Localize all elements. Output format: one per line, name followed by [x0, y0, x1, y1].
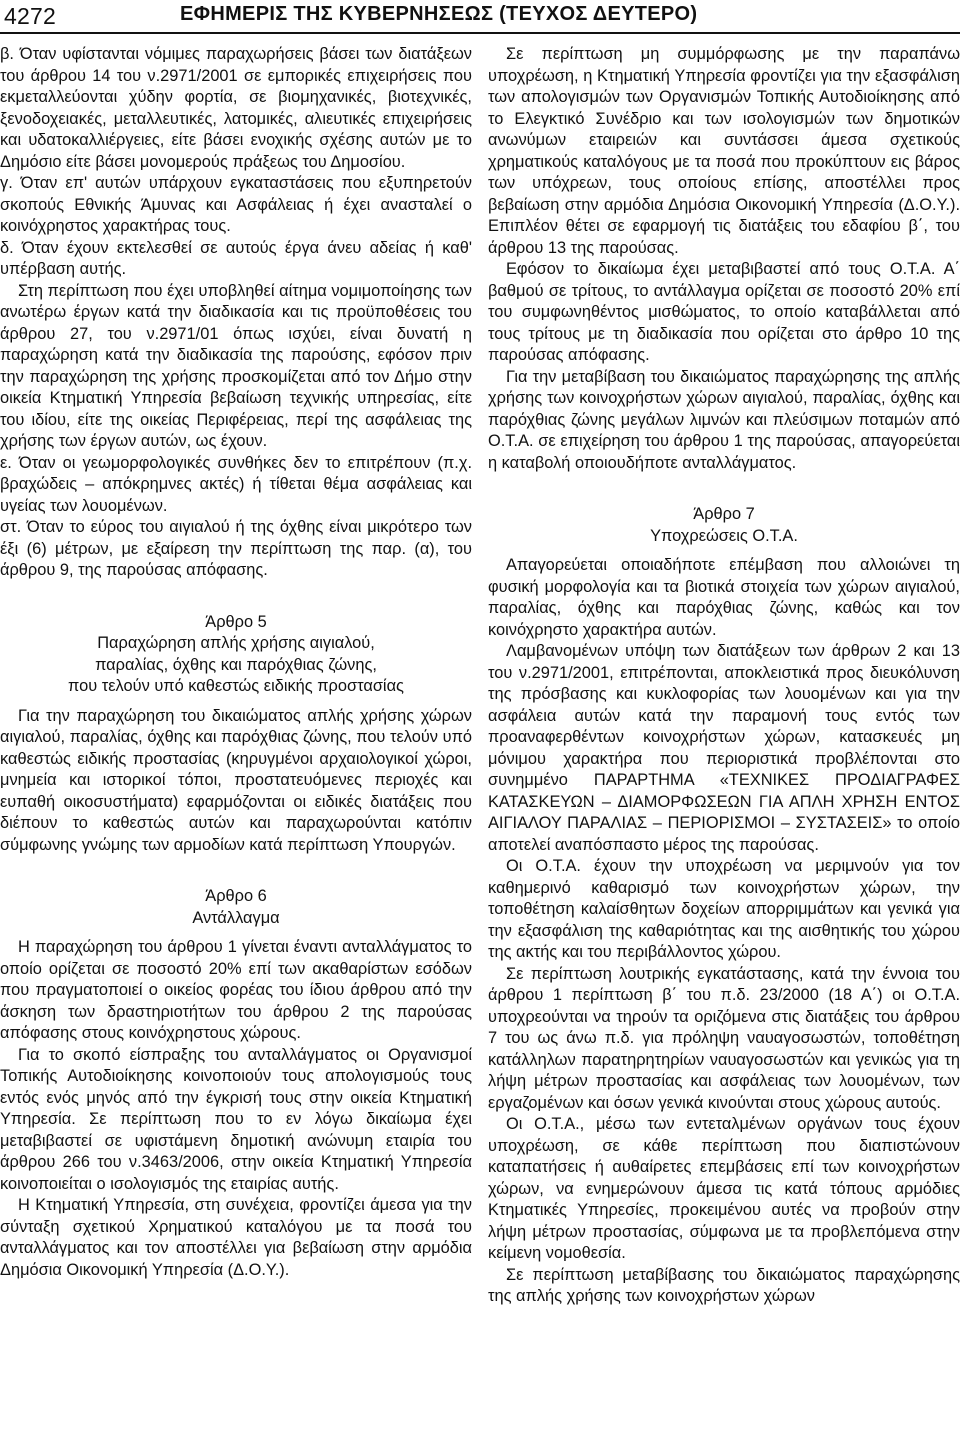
article-5-title-line: που τελούν υπό καθεστώς ειδικής προστασίας — [68, 677, 404, 695]
paragraph-legalization: Στη περίπτωση που έχει υποβληθεί αίτημα νομιμοποίησης των ανωτέρω έργων κατά την διαδικασία και τις προϋποθέσεις του άρθρου 27, του ν.2971/01 όπως ισχύει, είναι δυνατή η παραχώρηση κατά την διαδικασία της παρούσης, εφόσον πριν την παραχώρηση της χρήσης προσκομίζεται από τον Δήμο στην οικεία Κτηματική Υπηρεσία βεβαίωση τεχνικής υπηρεσίας, είτε του ιδίου, είτε της οικείας Περιφέρειας, περί της ασφάλειας της χρήσης των έργων αυτών, ως έχουν. — [0, 281, 472, 450]
article-6-number: Άρθρο 6 — [205, 887, 267, 905]
article-7-paragraph: Σε περίπτωση λουτρικής εγκατάστασης, κατά την έννοια του άρθρου 1 περίπτωση β΄ του π.δ. 23/2000 (18 Α΄) οι Ο.Τ.Α. υποχρεούνται να τηρούν τα οριζόμενα στις διατάξεις του άρθρου 7 του ως άνω π.δ. για πρόληψη ναυαγοσωστών, τοποθέτηση κατάλληλων παρατηρητηρίων ναυαγοσωστών και γενικώς για τη λήψη μέτρων προστασίας και ασφάλειας των λουομένων, των εργαζομένων και όσων γενικά κινούνται στους χώρους αυτούς. — [488, 964, 960, 1112]
article-7-paragraph: Οι Ο.Τ.Α., μέσω των εντεταλμένων οργάνων τους έχουν υποχρέωση, σε κάθε περίπτωση που διαπιστώνουν καταπατήσεις ή αυθαίρετες επεμβάσεις επί των κοινοχρήστων χώρων, να ενημερώνουν άμεσα τις κατά τόπους αρμόδιες Κτηματικές Υπηρεσίες, προκειμένου αυτές να προβούν στην λήψη μέτρων προστασίας, σύμφωνα με τα προβλεπόμενα στην κείμενη νομοθεσία. — [488, 1115, 960, 1262]
gazette-title: ΕΦΗΜΕΡΙΣ ΤΗΣ ΚΥΒΕΡΝΗΣΕΩΣ (ΤΕΥΧΟΣ ΔΕΥΤΕΡΟ) — [180, 3, 698, 25]
article-6-continuation-paragraph: Εφόσον το δικαίωμα έχει μεταβιβαστεί από τους Ο.Τ.Α. Α΄ βαθμού σε τρίτους, το αντάλλαγμα ορίζεται σε ποσοστό 20% επί του συμφωνηθέντος μισθώματος, το οποίο καταβάλλεται από τους τρίτους με τη διαδικασία που ορίζεται στο άρθρο 10 της παρούσας απόφασης. — [488, 260, 960, 364]
article-5-title-line: Παραχώρηση απλής χρήσης αιγιαλού, — [97, 634, 375, 652]
article-6-paragraph: Για το σκοπό είσπραξης του ανταλλάγματος οι Οργανισμοί Τοπικής Αυτοδιοίκησης κοινοποιούν τους απολογισμούς τους εντός ενός μηνός από την έγκρισή τους στην οικεία Κτηματική Υπηρεσία. Σε περίπτωση που το εν λόγω δικαίωμα έχει μεταβιβαστεί σε υφιστάμενη δημοτική ανώνυμη εταιρία του άρθρου 266 του ν.3463/2006, στην οικεία Κτηματική Υπηρεσία κοινοποιείται ο ισολογισμός της εταιρίας αυτής. — [0, 1045, 472, 1193]
article-7-number: Άρθρο 7 — [693, 505, 755, 523]
article-6-paragraph: Η Κτηματική Υπηρεσία, στη συνέχεια, φροντίζει άμεσα για την σύνταξη σχετικού Χρηματικού καταλόγου με τα ποσά του ανταλλάγματος και τον αποστέλλει για βεβαίωση στην αρμόδια Δημόσια Οικονομική Υπηρεσία (Δ.Ο.Υ.). — [0, 1196, 472, 1279]
right-column — [488, 44, 960, 1308]
article-7-paragraph: Σε περίπτωση μεταβίβασης του δικαιώματος παραχώρησης της απλής χρήσης των κοινοχρήστων χώρων — [488, 1265, 960, 1305]
article-6-title-line: Αντάλλαγμα — [192, 908, 280, 927]
article-7-paragraph: Οι Ο.Τ.Α. έχουν την υποχρέωση να μεριμνούν για τον καθημερινό καθαρισμό των κοινοχρήστων χώρων, την τοποθέτηση καλαίσθητων δοχείων απορριμμάτων και γενικά για την εξασφάλιση της καθαριότητας και της αισθητικής του χώρου της ακτής και του περιβάλλοντος χώρου. — [488, 857, 960, 961]
article-5-paragraph: Για την παραχώρηση του δικαιώματος απλής χρήσης χώρων αιγιαλού, παραλίας, όχθης και παρόχθιας ζώνης, που τελούν υπό καθεστώς ειδικής προστασίας (κηρυγμένοι αρχαιολογικοί χώροι, μνημεία και ιστορικοί τόποι, προστατευόμενες περιοχές και ευπαθή οικοσυστήματα) εφαρμόζονται οι ειδικές διατάξεις που διέπουν το καθεστώς αυτών και παραχωρούνται κατόπιν σύμφωνης γνώμης των αρμοδίων κατά περίπτωση Υπουργών. — [0, 706, 472, 854]
article-7-title-line: Υποχρεώσεις Ο.Τ.Α. — [650, 526, 798, 545]
article-5-heading — [0, 612, 472, 698]
article-7-paragraph: Λαμβανομένων υπόψη των διατάξεων των άρθρων 2 και 13 του ν.2971/2001, επιτρέπονται, αποκλειστικά προς διευκόλυνση της πρόσβασης και κυκλοφορίας των λουομένων και για την ασφάλεια αυτών κατά την παραμονή τους εντός των προαναφερθέντων κοινοχρήστων χώρων, κατασκευές μη μόνιμου χαρακτήρα που περιοριστικά προβλέπονται στο συνημμένο ΠΑΡΑΡΤΗΜΑ «ΤΕΧΝΙΚΕΣ ΠΡΟΔΙΑΓΡΑΦΕΣ ΚΑΤΑΣΚΕΥΩΝ – ΔΙΑΜΟΡΦΩΣΕΩΝ ΓΙΑ ΑΠΛΗ ΧΡΗΣΗ ΕΝΤΟΣ ΑΙΓΙΑΛΟΥ ΠΑΡΑΛΙΑΣ – ΠΕΡΙΟΡΙΣΜΟΙ – ΣΥΣΤΑΣΕΙΣ» το οποίο αποτελεί αναπόσπαστο μέρος της παρούσας. — [488, 642, 960, 854]
article-6-heading — [0, 886, 472, 929]
paragraph-d: δ. Όταν έχουν εκτελεσθεί σε αυτούς έργα άνευ αδείας ή καθ' υπέρβαση αυτής. — [0, 238, 472, 278]
paragraph-st: στ. Όταν το εύρος του αιγιαλού ή της όχθης είναι μικρότερο των έξι (6) μέτρων, με εξαίρεση την περίπτωση της παρ. (α), του άρθρου 9, της παρούσας απόφασης. — [0, 518, 472, 579]
paragraph-e: ε. Όταν οι γεωμορφολογικές συνθήκες δεν το επιτρέπουν (π.χ. βραχώδεις – απόκρημνες ακτές) ή τίθεται θέμα ασφάλειας και υγείας των λουομένων. — [0, 453, 472, 515]
page-number: 4272 — [4, 3, 56, 29]
article-6-continuation-paragraph: Για την μεταβίβαση του δικαιώματος παραχώρησης της απλής χρήσης των κοινοχρήστων χώρων αιγιαλού, παραλίας, όχθης και παρόχθιας ζώνης μεγάλων λιμνών και πλεύσιμων ποταμών από Ο.Τ.Α. σε επιχείρηση του άρθρου 1 της παρούσας, απαγορεύεται η καταβολή οποιουδήποτε ανταλλάγματος. — [488, 367, 960, 472]
paragraph-b: β. Όταν υφίστανται νόμιμες παραχωρήσεις βάσει των διατάξεων του άρθρου 14 του ν.2971/2001 σε εμπορικές επιχειρήσεις που εκμεταλλεύονται χύδην φορτία, σε βιομηχανικές, βιοτεχνικές, ξενοδοχειακές, μεταλλευτικές, λατομικές, αλιευτικές επιχειρήσεις και υδατοκαλλιέργειες, είτε βάσει ενοχικής σχέσης αυτών με το Δημόσιο είτε βάσει μονομερούς πράξεως του Δημοσίου. — [0, 45, 472, 171]
article-5-number: Άρθρο 5 — [205, 612, 267, 631]
article-6-paragraph: Η παραχώρηση του άρθρου 1 γίνεται έναντι ανταλλάγματος το οποίο ορίζεται σε ποσοστό 20% επί των ακαθαρίστων εσόδων που πραγματοποιεί ο οικείος φορέας του ίδιου άρθρου από την άσκηση των δραστηριοτήτων του άρθρου 2 της παρούσας απόφασης στους κοινόχρηστους χώρους. — [0, 938, 472, 1042]
article-7-paragraph: Απαγορεύεται οποιαδήποτε επέμβαση που αλλοιώνει τη φυσική μορφολογία και τα βιοτικά στοιχεία των χώρων αιγιαλού, παραλίας, όχθης και παρόχθιας ζώνης, καθώς και τον κοινόχρηστο χαρακτήρα αυτών. — [488, 556, 960, 639]
header-divider — [0, 32, 960, 34]
page-header — [0, 0, 960, 34]
paragraph-c: γ. Όταν επ' αυτών υπάρχουν εγκαταστάσεις που εξυπηρετούν σκοπούς Εθνικής Άμυνας και Ασφάλειας ή έχει ανασταλεί ο κοινόχρηστος χαρακτήρας τους. — [0, 174, 472, 235]
article-5-title-line: παραλίας, όχθης και παρόχθιας ζώνης, — [95, 655, 377, 674]
article-7-heading — [488, 504, 960, 547]
left-column — [0, 44, 472, 1281]
article-6-continuation-paragraph: Σε περίπτωση μη συμμόρφωσης με την παραπάνω υποχρέωση, η Κτηματική Υπηρεσία φροντίζει για την εξασφάλιση των απολογισμών των Οργανισμών Τοπικής Αυτοδιοίκησης από το Ελεγκτικό Συνέδριο και των ισολογισμών των δημοτικών ανωνύμων εταιρειών και συντάσσει άμεσα σχετικούς χρηματικούς καταλόγους με τα ποσά που προκύπτουν εις βάρος των υπόχρεων, τους οποίους επίσης, αποστέλλει προς βεβαίωση στην αρμόδια Δημόσια Οικονομική Υπηρεσία (Δ.Ο.Υ.). Επιπλέον θέτει σε εφαρμογή τις διατάξεις του εδαφίου β΄, του άρθρου 13 της παρούσας. — [488, 45, 960, 257]
